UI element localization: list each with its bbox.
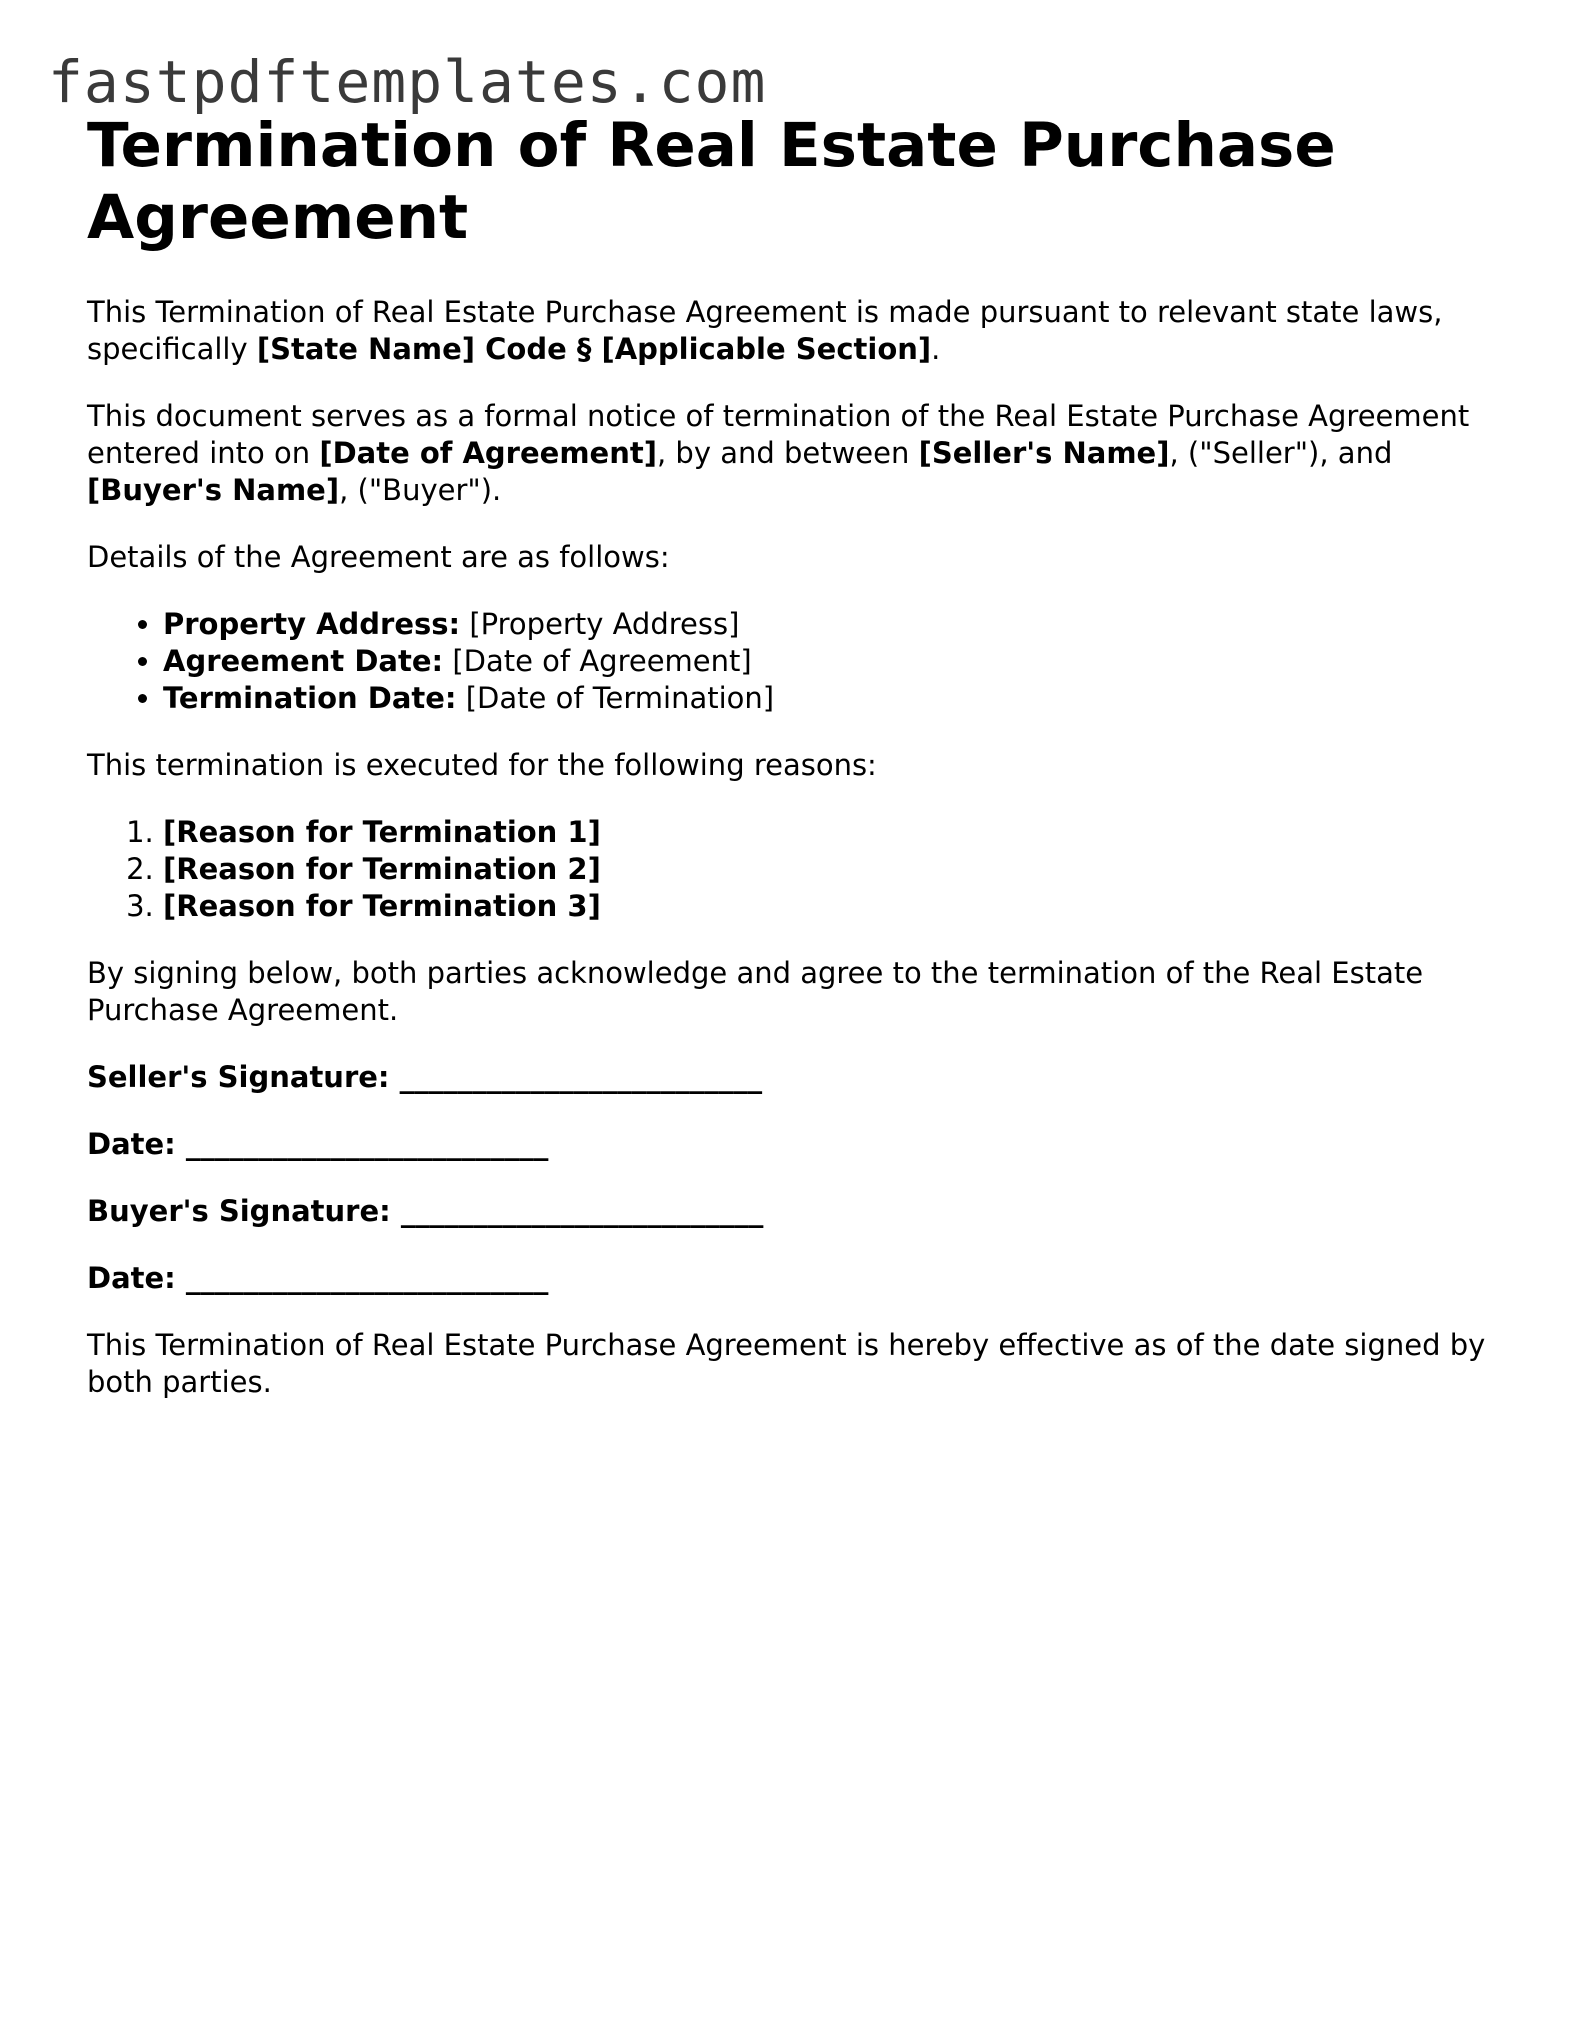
- seller-signature-line: Seller's Signature: _________________________: [87, 1060, 763, 1094]
- detail-value: [Date of Agreement]: [443, 644, 752, 678]
- reasons-list: [87, 814, 1487, 925]
- detail-label: Property Address:: [163, 607, 461, 641]
- notice-text-4: , ("Buyer").: [339, 473, 502, 507]
- buyer-date-line: Date: _________________________: [87, 1261, 549, 1295]
- intro-text-1: This Termination of Real Estate Purchase Agreement is made pursuant to relevant state laws, specifically: [87, 295, 1443, 366]
- reason-text: [Reason for Termination 2]: [163, 852, 601, 886]
- list-item: [163, 851, 1487, 888]
- reasons-heading: This termination is executed for the following reasons:: [87, 748, 877, 782]
- list-item: [163, 643, 1487, 680]
- notice-text-1: This document serves as a formal notice of termination of the Real Estate Purchase Agreement entered into on: [87, 399, 1470, 470]
- seller-date-line: Date: _________________________: [87, 1127, 549, 1161]
- reason-text: [Reason for Termination 1]: [163, 815, 601, 849]
- detail-label: Agreement Date:: [163, 644, 444, 678]
- watermark: fastpdftemplates.com: [48, 48, 767, 116]
- intro-state-code: [State Name] Code § [Applicable Section]: [256, 332, 932, 366]
- details-heading: Details of the Agreement are as follows:: [87, 540, 670, 574]
- list-item: [163, 606, 1487, 643]
- closing-paragraph: This Termination of Real Estate Purchase Agreement is hereby effective as of the date signed by both parties.: [87, 1328, 1486, 1399]
- list-item: [163, 814, 1487, 851]
- notice-paragraph: [87, 398, 1487, 509]
- document-body: [87, 110, 1487, 1431]
- notice-agreement-date: [Date of Agreement]: [319, 436, 657, 470]
- detail-label: Termination Date:: [163, 681, 457, 715]
- reason-text: [Reason for Termination 3]: [163, 889, 601, 923]
- buyer-signature-line: Buyer's Signature: _________________________: [87, 1194, 764, 1228]
- notice-seller-name: [Seller's Name]: [918, 436, 1170, 470]
- page-title: Termination of Real Estate Purchase Agreement: [87, 110, 1336, 253]
- acknowledge-paragraph: By signing below, both parties acknowledge and agree to the termination of the Real Estate Purchase Agreement.: [87, 956, 1424, 1027]
- detail-value: [Property Address]: [460, 607, 740, 641]
- notice-buyer-name: [Buyer's Name]: [87, 473, 340, 507]
- intro-paragraph: [87, 294, 1487, 368]
- intro-text-2: .: [931, 332, 941, 366]
- notice-text-3: , ("Seller"), and: [1169, 436, 1393, 470]
- notice-text-2: , by and between: [656, 436, 919, 470]
- details-list: [87, 606, 1487, 717]
- detail-value: [Date of Termination]: [456, 681, 775, 715]
- list-item: [163, 888, 1487, 925]
- list-item: [163, 680, 1487, 717]
